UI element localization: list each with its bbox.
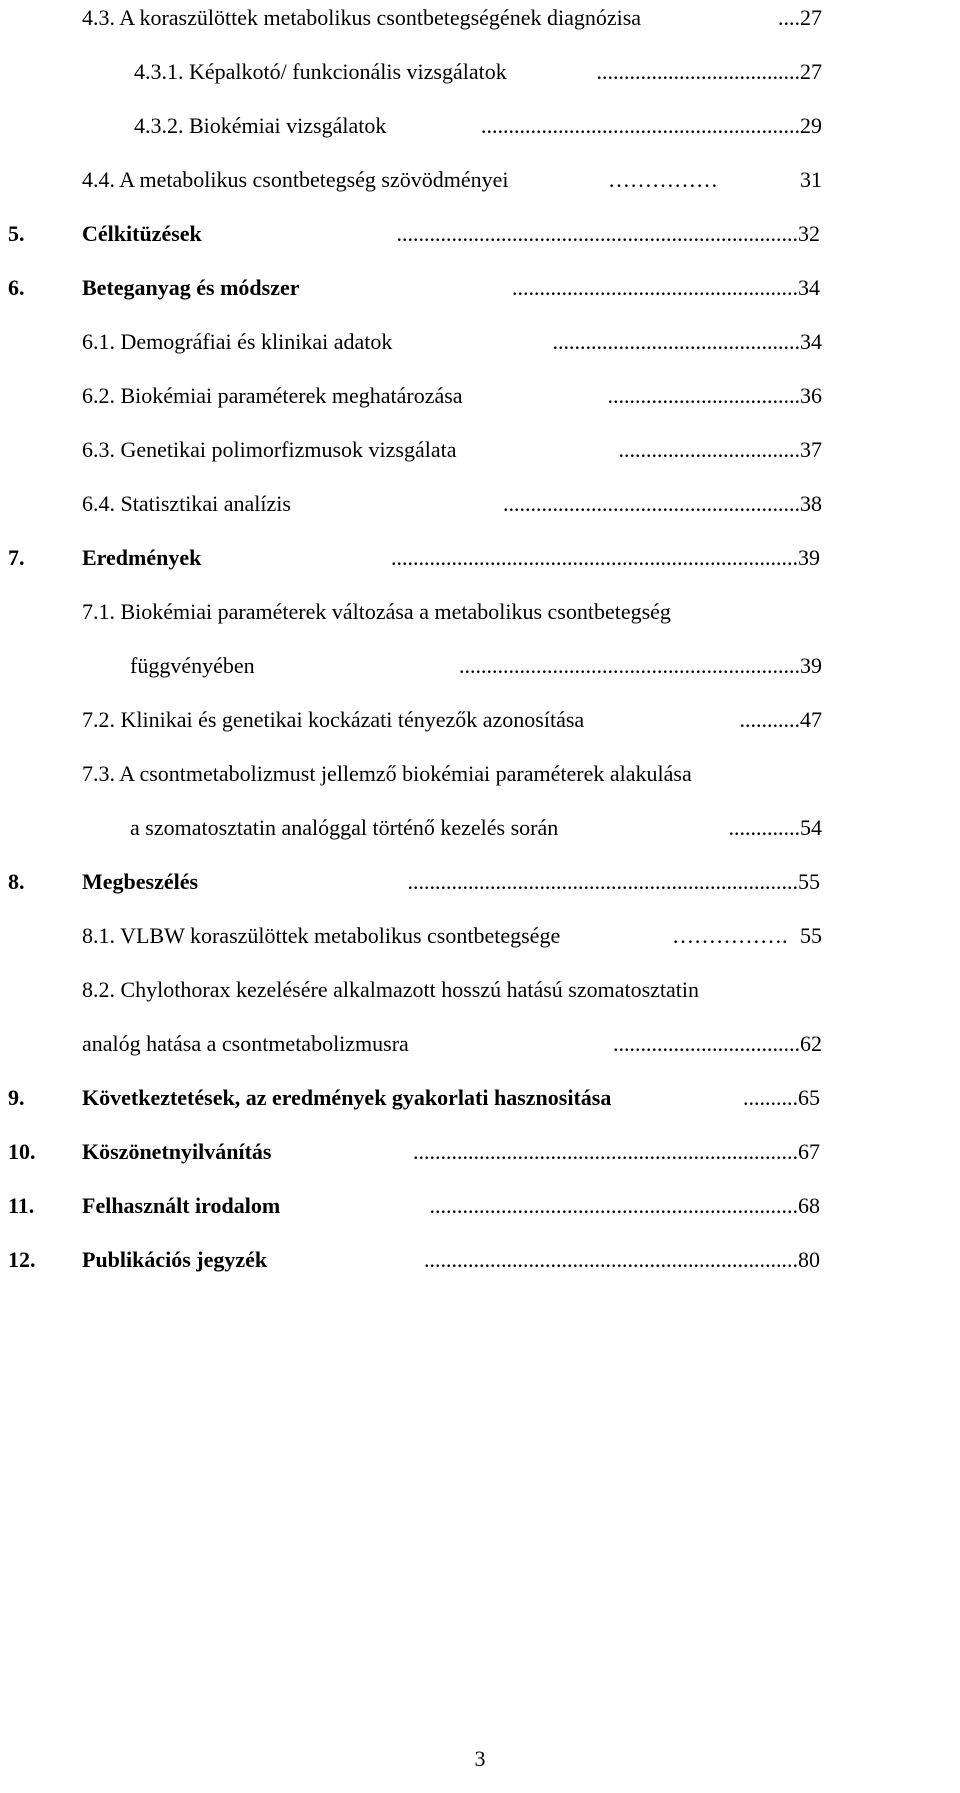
toc-leader: …………… bbox=[608, 167, 718, 192]
toc-page-number: 31 bbox=[800, 167, 822, 192]
toc-page-number: 34 bbox=[798, 275, 820, 300]
toc-entry-title: a szomatosztatin analóggal történő kezelés során bbox=[130, 815, 559, 840]
toc-leader: .......................................................................... bbox=[391, 545, 798, 570]
toc-leader: ................................... bbox=[607, 383, 800, 408]
toc-entry-continuation[interactable] bbox=[82, 1026, 822, 1062]
toc-leader: .................................................... bbox=[512, 275, 798, 300]
toc-leader: .... bbox=[778, 5, 800, 30]
toc-entry[interactable] bbox=[8, 270, 822, 306]
toc-leader: ……………. bbox=[672, 923, 788, 948]
toc-entry-title: 4.3. A koraszülöttek metabolikus csontbetegségének diagnózisa bbox=[82, 5, 642, 30]
toc-entry[interactable] bbox=[134, 54, 822, 90]
toc-page-number: 54 bbox=[800, 815, 822, 840]
toc-entry-title: 6.2. Biokémiai paraméterek meghatározása bbox=[82, 383, 463, 408]
toc-entry[interactable] bbox=[82, 432, 822, 468]
toc-entry[interactable] bbox=[82, 756, 842, 792]
toc-entry-continuation[interactable] bbox=[130, 810, 822, 846]
toc-page-number: 39 bbox=[800, 653, 822, 678]
toc-page-number: 80 bbox=[798, 1247, 820, 1272]
toc-leader: ............. bbox=[728, 815, 800, 840]
toc-entry[interactable] bbox=[8, 1188, 822, 1224]
toc-leader: .............................................................. bbox=[459, 653, 800, 678]
toc-entry-title: 9. Következtetések, az eredmények gyakorlati hasznositása bbox=[8, 1085, 612, 1110]
toc-entry[interactable] bbox=[8, 1080, 822, 1116]
toc-page-number: 67 bbox=[798, 1139, 820, 1164]
toc-page-number: 37 bbox=[800, 437, 822, 462]
toc-entry-title: 7. Eredmények bbox=[8, 545, 202, 570]
toc-page-number: 32 bbox=[798, 221, 820, 246]
toc-page-number: 27 bbox=[800, 59, 822, 84]
toc-entry[interactable] bbox=[82, 918, 822, 954]
toc-entry-title: 8. Megbeszélés bbox=[8, 869, 199, 894]
toc-page-number: 55 bbox=[798, 869, 820, 894]
toc-entry-title: 5. Célkitüzések bbox=[8, 221, 202, 246]
toc-entry-title: 7.2. Klinikai és genetikai kockázati tényezők azonosítása bbox=[82, 707, 585, 732]
toc-entry[interactable] bbox=[82, 324, 822, 360]
toc-page-number: 36 bbox=[800, 383, 822, 408]
page-number: 3 bbox=[474, 1746, 486, 1771]
toc-entry[interactable] bbox=[82, 0, 822, 36]
toc-entry[interactable] bbox=[82, 594, 822, 630]
toc-leader: ...................................................... bbox=[503, 491, 800, 516]
toc-entry-title: függvényében bbox=[130, 653, 255, 678]
toc-entry-title: 4.3.1. Képalkotó/ funkcionális vizsgálatok bbox=[134, 59, 507, 84]
toc-leader: .......... bbox=[743, 1085, 798, 1110]
toc-page-number: 65 bbox=[798, 1085, 820, 1110]
toc-entry-title: 6.1. Demográfiai és klinikai adatok bbox=[82, 329, 393, 354]
toc-entry[interactable] bbox=[8, 540, 822, 576]
toc-entry-title: 6.4. Statisztikai analízis bbox=[82, 491, 291, 516]
toc-leader: ............................................. bbox=[552, 329, 800, 354]
toc-entry-title: 6.3. Genetikai polimorfizmusok vizsgálata bbox=[82, 437, 457, 462]
toc-leader: ......................................................................... bbox=[396, 221, 798, 246]
toc-leader: .................................. bbox=[613, 1031, 800, 1056]
toc-entry[interactable] bbox=[134, 108, 822, 144]
toc-page-number: 29 bbox=[800, 113, 822, 138]
toc-entry[interactable] bbox=[8, 864, 822, 900]
toc-leader: .................................................................... bbox=[424, 1247, 798, 1272]
toc-entry[interactable] bbox=[8, 216, 822, 252]
toc-entry-title: 4.3.2. Biokémiai vizsgálatok bbox=[134, 113, 387, 138]
toc-leader: ....................................................................... bbox=[407, 869, 798, 894]
toc-entry-title: 7.1. Biokémiai paraméterek változása a metabolikus csontbetegség bbox=[82, 599, 671, 624]
toc-entry-title: 11. Felhasznált irodalom bbox=[8, 1193, 281, 1218]
toc-page-number: 47 bbox=[800, 707, 822, 732]
toc-entry-title: analóg hatása a csontmetabolizmusra bbox=[82, 1031, 409, 1056]
toc-leader: ..................................... bbox=[596, 59, 800, 84]
toc-entry-title: 8.2. Chylothorax kezelésére alkalmazott hosszú hatású szomatosztatin bbox=[82, 977, 700, 1002]
toc-entry-continuation[interactable] bbox=[130, 648, 822, 684]
toc-entry-title: 6. Beteganyag és módszer bbox=[8, 275, 300, 300]
toc-entry-title: 12. Publikációs jegyzék bbox=[8, 1247, 268, 1272]
toc-entry[interactable] bbox=[82, 486, 822, 522]
toc-page-number: 68 bbox=[798, 1193, 820, 1218]
toc-page-number: 38 bbox=[800, 491, 822, 516]
toc-entry[interactable] bbox=[82, 162, 822, 198]
toc-entry[interactable] bbox=[8, 1242, 822, 1278]
toc-page-number: 55 bbox=[800, 923, 822, 948]
toc-page-number: 34 bbox=[800, 329, 822, 354]
toc-entry-title: 10. Köszönetnyilvánítás bbox=[8, 1139, 272, 1164]
toc-leader: .......................................................... bbox=[481, 113, 800, 138]
toc-leader: ...................................................................... bbox=[413, 1139, 798, 1164]
toc-entry[interactable] bbox=[82, 378, 822, 414]
toc-entry-title: 7.3. A csontmetabolizmust jellemző biokémiai paraméterek alakulása bbox=[82, 761, 692, 786]
toc-entry-title: 4.4. A metabolikus csontbetegség szövödményei bbox=[82, 167, 509, 192]
toc-leader: ........... bbox=[739, 707, 800, 732]
toc-leader: ................................................................... bbox=[429, 1193, 798, 1218]
toc-page-number: 62 bbox=[800, 1031, 822, 1056]
toc-entry[interactable] bbox=[8, 1134, 822, 1170]
toc-entry[interactable] bbox=[82, 702, 822, 738]
toc-page-number: 39 bbox=[798, 545, 820, 570]
toc-entry[interactable] bbox=[82, 972, 842, 1008]
toc-leader: ................................. bbox=[618, 437, 800, 462]
toc-page-number: 27 bbox=[800, 5, 822, 30]
toc-entry-title: 8.1. VLBW koraszülöttek metabolikus csontbetegsége bbox=[82, 923, 561, 948]
